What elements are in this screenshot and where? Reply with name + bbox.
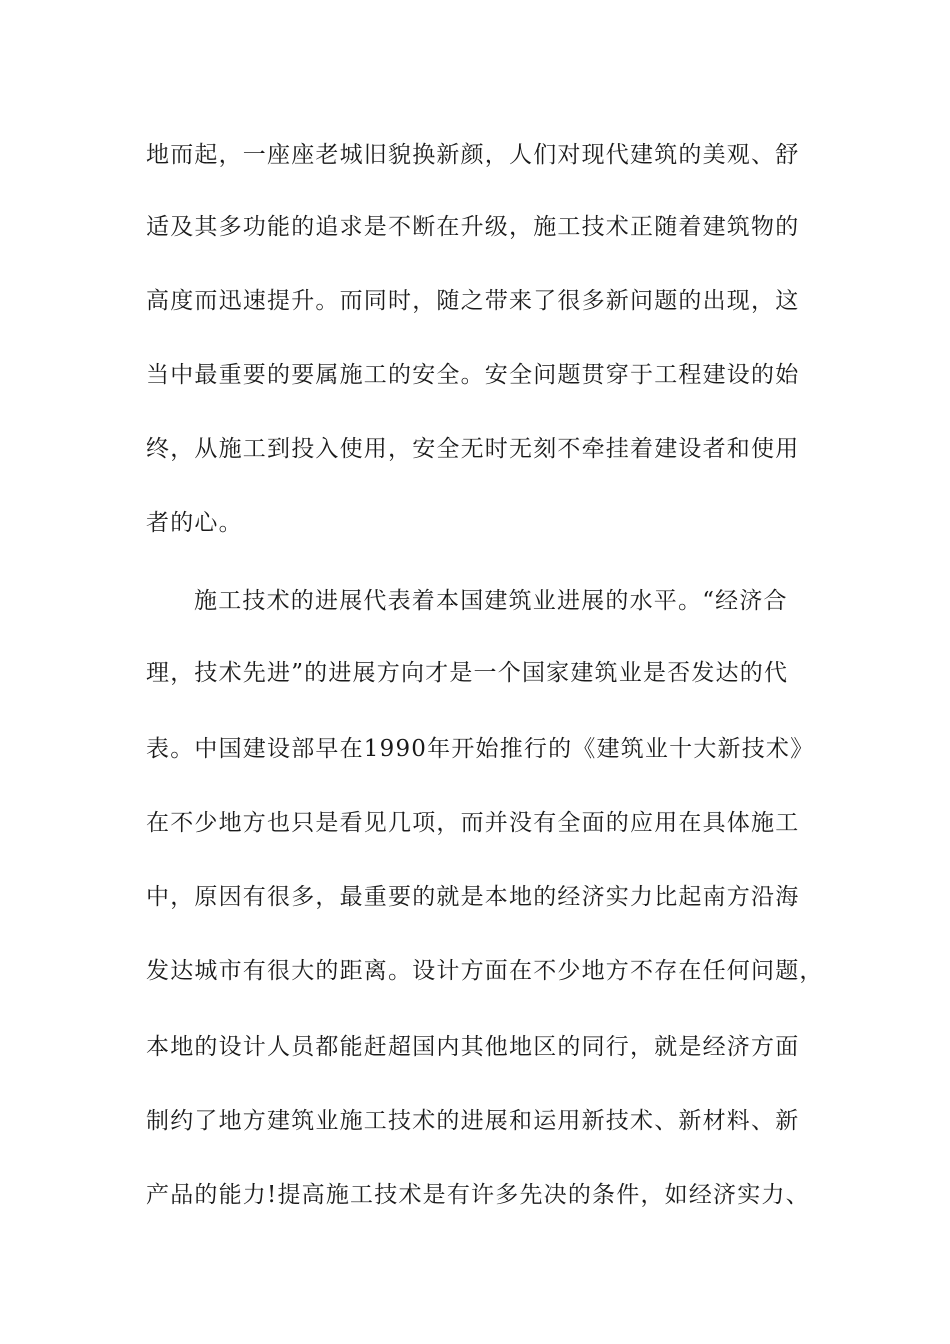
paragraph-1-line-1: 地而起，一座座老城旧貌换新颜，人们对现代建筑的美观、舒 — [146, 142, 800, 168]
paragraph-2-line-7: 本地的设计人员都能赶超国内其他地区的同行，就是经济方面 — [146, 1034, 800, 1060]
paragraph-2-line-4: 在不少地方也只是看见几项，而并没有全面的应用在具体施工 — [146, 810, 800, 836]
paragraph-2-line-6: 发达城市有很大的距离。设计方面在不少地方不存在任何问题， — [146, 958, 824, 984]
paragraph-1-line-5: 终，从施工到投入使用，安全无时无刻不牵挂着建设者和使用 — [146, 436, 800, 462]
paragraph-2-line-3: 表。中国建设部早在1990年开始推行的《建筑业十大新技术》 — [146, 736, 815, 762]
paragraph-2-line-5: 中，原因有很多，最重要的就是本地的经济实力比起南方沿海 — [146, 884, 800, 910]
paragraph-2-line-9: 产品的能力!提高施工技术是有许多先决的条件，如经济实力、 — [146, 1182, 810, 1208]
paragraph-1-line-4: 当中最重要的要属施工的安全。安全问题贯穿于工程建设的始 — [146, 362, 800, 388]
paragraph-1-line-3: 高度而迅速提升。而同时，随之带来了很多新问题的出现，这 — [146, 288, 800, 314]
paragraph-2-line-2: 理，技术先进”的进展方向才是一个国家建筑业是否发达的代 — [146, 660, 789, 686]
paragraph-1-line-2: 适及其多功能的追求是不断在升级，施工技术正随着建筑物的 — [146, 214, 800, 240]
paragraph-1-line-6: 者的心。 — [146, 510, 243, 536]
paragraph-2-line-8: 制约了地方建筑业施工技术的进展和运用新技术、新材料、新 — [146, 1108, 800, 1134]
paragraph-2-line-1: 施工技术的进展代表着本国建筑业进展的水平。“经济合 — [194, 588, 788, 614]
